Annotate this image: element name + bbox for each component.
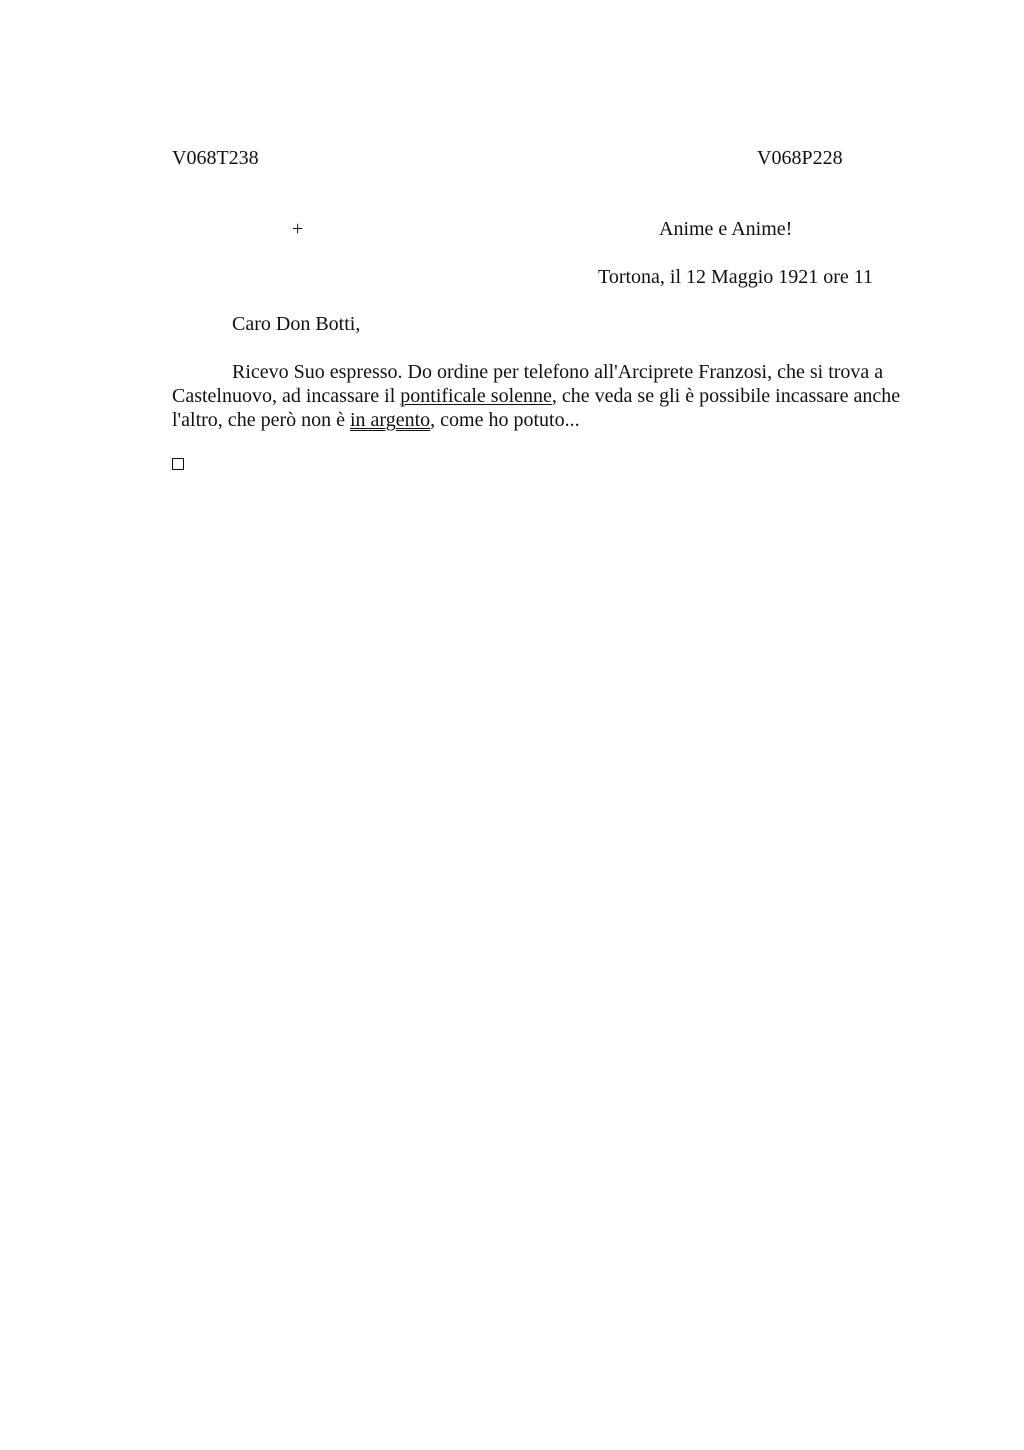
letter-motto: Anime e Anime! (659, 218, 793, 240)
letter-greeting: Caro Don Botti, (232, 313, 361, 335)
body-text-3: , come ho potuto... (430, 409, 580, 431)
square-icon (172, 458, 184, 470)
body-text-2: , che veda se gli è possibile incassare anche l'altro, che però non è (172, 385, 901, 431)
cross-mark: + (292, 218, 304, 240)
document-code-right: V068P228 (757, 147, 843, 169)
underlined-phrase-pontificale: pontificale solenne (400, 385, 552, 407)
letter-body-paragraph (172, 360, 932, 432)
double-underlined-phrase-argento: in argento (349, 409, 431, 431)
document-code-left: V068T238 (172, 147, 259, 169)
letter-dateline: Tortona, il 12 Maggio 1921 ore 11 (598, 266, 874, 288)
body-text-1: Ricevo Suo espresso. Do ordine per telefono all'Arciprete Franzosi, che si trova a Castelnuovo, ad incassare il (172, 361, 884, 407)
